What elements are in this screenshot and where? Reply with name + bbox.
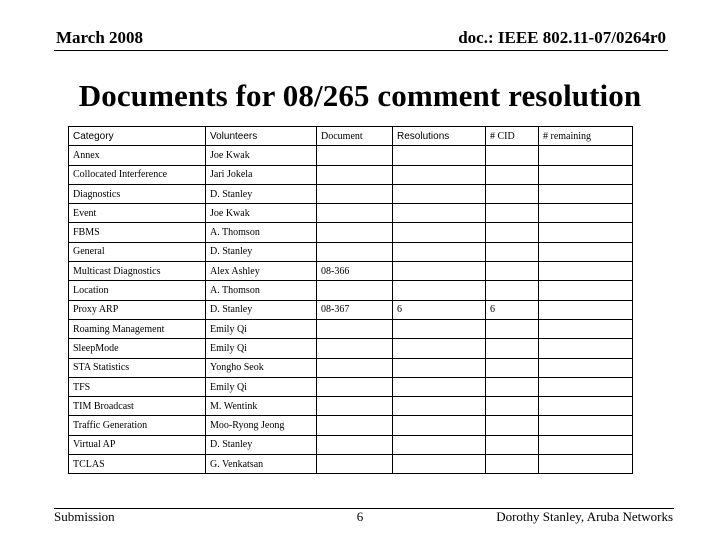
cell-category: Collocated Interference — [69, 165, 206, 184]
table-body — [69, 146, 633, 474]
cell-document — [317, 397, 393, 416]
cell-remaining — [539, 455, 633, 474]
cell-cid — [486, 242, 539, 261]
cell-volunteer: M. Wentink — [206, 397, 317, 416]
cell-category: Traffic Generation — [69, 416, 206, 435]
cell-cid: 6 — [486, 300, 539, 319]
cell-document — [317, 377, 393, 396]
header-doc-id: doc.: IEEE 802.11-07/0264r0 — [458, 28, 666, 47]
column-header-cid: # CID — [486, 127, 539, 146]
cell-volunteer: Joe Kwak — [206, 204, 317, 223]
cell-cid — [486, 435, 539, 454]
table-row — [69, 184, 633, 203]
cell-remaining — [539, 358, 633, 377]
table-row — [69, 300, 633, 319]
cell-document: 08-367 — [317, 300, 393, 319]
cell-category: STA Statistics — [69, 358, 206, 377]
cell-resolutions — [393, 262, 486, 281]
cell-remaining — [539, 397, 633, 416]
table-row — [69, 262, 633, 281]
cell-remaining — [539, 377, 633, 396]
cell-remaining — [539, 281, 633, 300]
cell-document — [317, 184, 393, 203]
cell-category: TCLAS — [69, 455, 206, 474]
cell-document — [317, 455, 393, 474]
cell-volunteer: Emily Qi — [206, 339, 317, 358]
cell-document — [317, 416, 393, 435]
cell-resolutions — [393, 416, 486, 435]
cell-document — [317, 435, 393, 454]
cell-cid — [486, 165, 539, 184]
cell-volunteer: Alex Ashley — [206, 262, 317, 281]
cell-document — [317, 339, 393, 358]
cell-cid — [486, 377, 539, 396]
cell-cid — [486, 262, 539, 281]
cell-resolutions — [393, 204, 486, 223]
cell-volunteer: D. Stanley — [206, 242, 317, 261]
cell-category: General — [69, 242, 206, 261]
cell-volunteer: Yongho Seok — [206, 358, 317, 377]
cell-document — [317, 146, 393, 165]
header-rule — [54, 50, 668, 51]
cell-volunteer: D. Stanley — [206, 300, 317, 319]
cell-category: Diagnostics — [69, 184, 206, 203]
table-row — [69, 242, 633, 261]
cell-cid — [486, 455, 539, 474]
cell-volunteer: A. Thomson — [206, 281, 317, 300]
table-row — [69, 416, 633, 435]
column-header-remaining: # remaining — [539, 127, 633, 146]
cell-resolutions — [393, 377, 486, 396]
table-row — [69, 377, 633, 396]
cell-remaining — [539, 300, 633, 319]
cell-category: TFS — [69, 377, 206, 396]
cell-cid — [486, 223, 539, 242]
cell-document — [317, 204, 393, 223]
footer-author: Dorothy Stanley, Aruba Networks — [496, 509, 673, 524]
cell-volunteer: Joe Kwak — [206, 146, 317, 165]
table-row — [69, 165, 633, 184]
cell-resolutions: 6 — [393, 300, 486, 319]
cell-cid — [486, 397, 539, 416]
cell-document — [317, 358, 393, 377]
cell-cid — [486, 204, 539, 223]
column-header-category: Category — [69, 127, 206, 146]
cell-volunteer: D. Stanley — [206, 184, 317, 203]
table-row — [69, 397, 633, 416]
table-header-row — [69, 127, 633, 146]
table-row — [69, 455, 633, 474]
cell-cid — [486, 184, 539, 203]
cell-category: Roaming Management — [69, 319, 206, 338]
cell-category: Virtual AP — [69, 435, 206, 454]
cell-document — [317, 165, 393, 184]
table-row — [69, 281, 633, 300]
table-row — [69, 146, 633, 165]
table-row — [69, 358, 633, 377]
cell-volunteer: D. Stanley — [206, 435, 317, 454]
resolution-table — [68, 126, 633, 474]
cell-cid — [486, 358, 539, 377]
cell-resolutions — [393, 146, 486, 165]
column-header-document: Document — [317, 127, 393, 146]
cell-document: 08-366 — [317, 262, 393, 281]
cell-resolutions — [393, 455, 486, 474]
cell-remaining — [539, 435, 633, 454]
cell-document — [317, 242, 393, 261]
cell-document — [317, 281, 393, 300]
cell-category: Location — [69, 281, 206, 300]
column-header-volunteers: Volunteers — [206, 127, 317, 146]
cell-cid — [486, 319, 539, 338]
cell-remaining — [539, 184, 633, 203]
table-row — [69, 204, 633, 223]
table-row — [69, 223, 633, 242]
cell-remaining — [539, 319, 633, 338]
cell-category: Proxy ARP — [69, 300, 206, 319]
cell-volunteer: G. Venkatsan — [206, 455, 317, 474]
cell-category: Event — [69, 204, 206, 223]
table-row — [69, 435, 633, 454]
cell-remaining — [539, 242, 633, 261]
cell-category: Multicast Diagnostics — [69, 262, 206, 281]
table-row — [69, 319, 633, 338]
cell-category: FBMS — [69, 223, 206, 242]
cell-volunteer: Emily Qi — [206, 377, 317, 396]
column-header-resolutions: Resolutions — [393, 127, 486, 146]
header-date: March 2008 — [56, 28, 144, 47]
cell-cid — [486, 339, 539, 358]
cell-remaining — [539, 416, 633, 435]
cell-remaining — [539, 223, 633, 242]
table-row — [69, 339, 633, 358]
cell-resolutions — [393, 242, 486, 261]
cell-volunteer: Moo-Ryong Jeong — [206, 416, 317, 435]
cell-resolutions — [393, 184, 486, 203]
cell-resolutions — [393, 223, 486, 242]
cell-remaining — [539, 204, 633, 223]
cell-cid — [486, 146, 539, 165]
cell-resolutions — [393, 435, 486, 454]
footer-submission: Submission — [54, 509, 115, 524]
cell-resolutions — [393, 358, 486, 377]
cell-volunteer: Emily Qi — [206, 319, 317, 338]
cell-cid — [486, 281, 539, 300]
cell-remaining — [539, 262, 633, 281]
cell-document — [317, 319, 393, 338]
cell-remaining — [539, 339, 633, 358]
cell-resolutions — [393, 339, 486, 358]
cell-remaining — [539, 165, 633, 184]
cell-volunteer: A. Thomson — [206, 223, 317, 242]
cell-resolutions — [393, 165, 486, 184]
cell-resolutions — [393, 281, 486, 300]
cell-resolutions — [393, 397, 486, 416]
cell-volunteer: Jari Jokela — [206, 165, 317, 184]
footer-page-number: 6 — [356, 509, 364, 524]
cell-resolutions — [393, 319, 486, 338]
cell-cid — [486, 416, 539, 435]
cell-document — [317, 223, 393, 242]
slide-title: Documents for 08/265 comment resolution — [78, 78, 642, 113]
cell-remaining — [539, 146, 633, 165]
cell-category: TIM Broadcast — [69, 397, 206, 416]
cell-category: Annex — [69, 146, 206, 165]
cell-category: SleepMode — [69, 339, 206, 358]
